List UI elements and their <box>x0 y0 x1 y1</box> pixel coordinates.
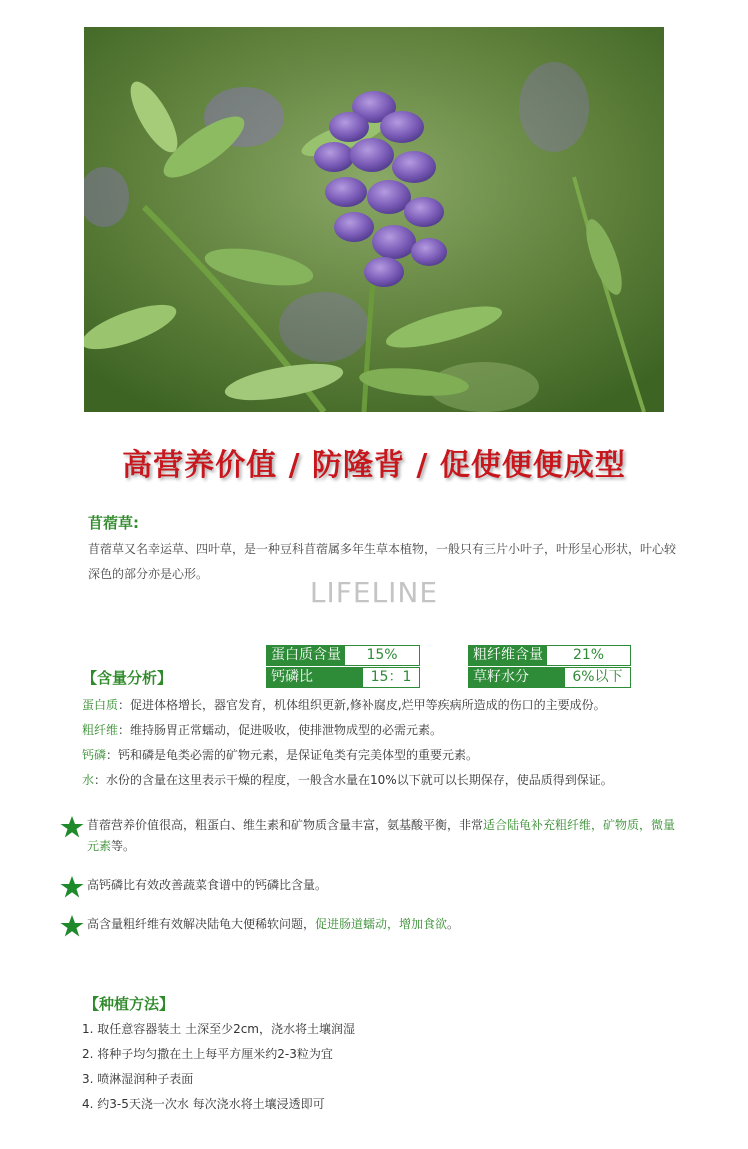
feature-text: 高钙磷比有效改善蔬菜食谱中的钙磷比含量。 <box>87 878 328 892</box>
feature-item <box>60 875 680 896</box>
star-icon <box>60 815 84 839</box>
feature-item <box>60 914 680 935</box>
definition-term: 水 <box>82 773 95 787</box>
planting-step: 2. 将种子均匀撒在土上每平方厘米约2-3粒为宜 <box>82 1047 333 1061</box>
nutrient-value: 15：1 <box>363 668 419 687</box>
alfalfa-section-title: 苜蓿草: <box>88 514 139 532</box>
planting-section-title: 【种植方法】 <box>84 995 175 1013</box>
nutrient-box-protein <box>266 645 420 666</box>
planting-step: 1. 取任意容器装土 土深至少2cm，浇水将土壤润湿 <box>82 1022 356 1036</box>
nutrient-box-moisture <box>468 667 631 688</box>
headline: 高营养价值 / 防隆背 / 促使便便成型 <box>122 448 626 483</box>
feature-highlight: 促进肠道蠕动，增加食欲 <box>315 917 448 931</box>
planting-steps <box>82 1019 355 1119</box>
definition-text: 维持肠胃正常蠕动，促进吸收，使排泄物成型的必需元素。 <box>130 723 443 737</box>
star-icon <box>60 914 84 938</box>
brand-watermark: LIFELINE <box>309 576 439 609</box>
definition-text: 水份的含量在这里表示干燥的程度，一般含水量在10%以下就可以长期保存，使品质得到保证。 <box>106 773 613 787</box>
star-icon <box>60 875 84 899</box>
nutrient-value: 15% <box>345 646 419 665</box>
alfalfa-description: 苜蓿草又名幸运草、四叶草，是一种豆科苜蓿属多年生草本植物，一般只有三片小叶子，叶形呈心形状，叶心较深色的部分亦是心形。 <box>88 542 677 581</box>
planting-step: 4. 约3-5天浇一次水 每次浇水将土壤浸透即可 <box>82 1097 325 1111</box>
analysis-section-title: 【含量分析】 <box>82 669 173 687</box>
definition-protein: 蛋白质：促进体格增长，器官发育，机体组织更新,修补腐皮,烂甲等疾病所造成的伤口的主要成份。 <box>82 698 606 712</box>
definition-fiber: 粗纤维：维持肠胃正常蠕动，促进吸收，使排泄物成型的必需元素。 <box>82 723 443 737</box>
alfalfa-photo <box>84 27 664 412</box>
nutrient-label: 钙磷比 <box>267 668 363 687</box>
nutrient-box-ca-p-ratio <box>266 667 420 688</box>
feature-tail: 等。 <box>111 839 136 853</box>
definition-term: 蛋白质 <box>82 698 119 712</box>
definition-term: 粗纤维 <box>82 723 119 737</box>
nutrient-value: 21% <box>547 646 630 665</box>
planting-step: 3. 喷淋湿润种子表面 <box>82 1072 194 1086</box>
definition-text: 钙和磷是龟类必需的矿物元素，是保证龟类有完美体型的重要元素。 <box>118 748 479 762</box>
definition-calcium-phosphorus: 钙磷：钙和磷是龟类必需的矿物元素，是保证龟类有完美体型的重要元素。 <box>82 748 479 762</box>
nutrient-value: 6%以下 <box>565 668 630 687</box>
feature-item <box>60 815 680 857</box>
nutrient-label: 粗纤维含量 <box>469 646 547 665</box>
definition-term: 钙磷 <box>82 748 107 762</box>
nutrient-label: 蛋白质含量 <box>267 646 345 665</box>
definition-text: 促进体格增长，器官发育，机体组织更新,修补腐皮,烂甲等疾病所造成的伤口的主要成份。 <box>130 698 606 712</box>
nutrient-box-fiber <box>468 645 631 666</box>
feature-highlight: 适合陆龟补充粗纤维，矿物质，微量元素 <box>87 818 676 853</box>
definition-water: 水：水份的含量在这里表示干燥的程度，一般含水量在10%以下就可以长期保存，使品质得到保证。 <box>82 773 613 787</box>
analysis-definitions <box>82 695 702 795</box>
feature-tail: 。 <box>447 917 460 931</box>
feature-text: 苜蓿营养价值很高，粗蛋白、维生素和矿物质含量丰富，氨基酸平衡，非常 <box>87 818 484 832</box>
nutrient-label: 草籽水分 <box>469 668 565 687</box>
feature-text: 高含量粗纤维有效解决陆龟大便稀软问题， <box>87 917 316 931</box>
